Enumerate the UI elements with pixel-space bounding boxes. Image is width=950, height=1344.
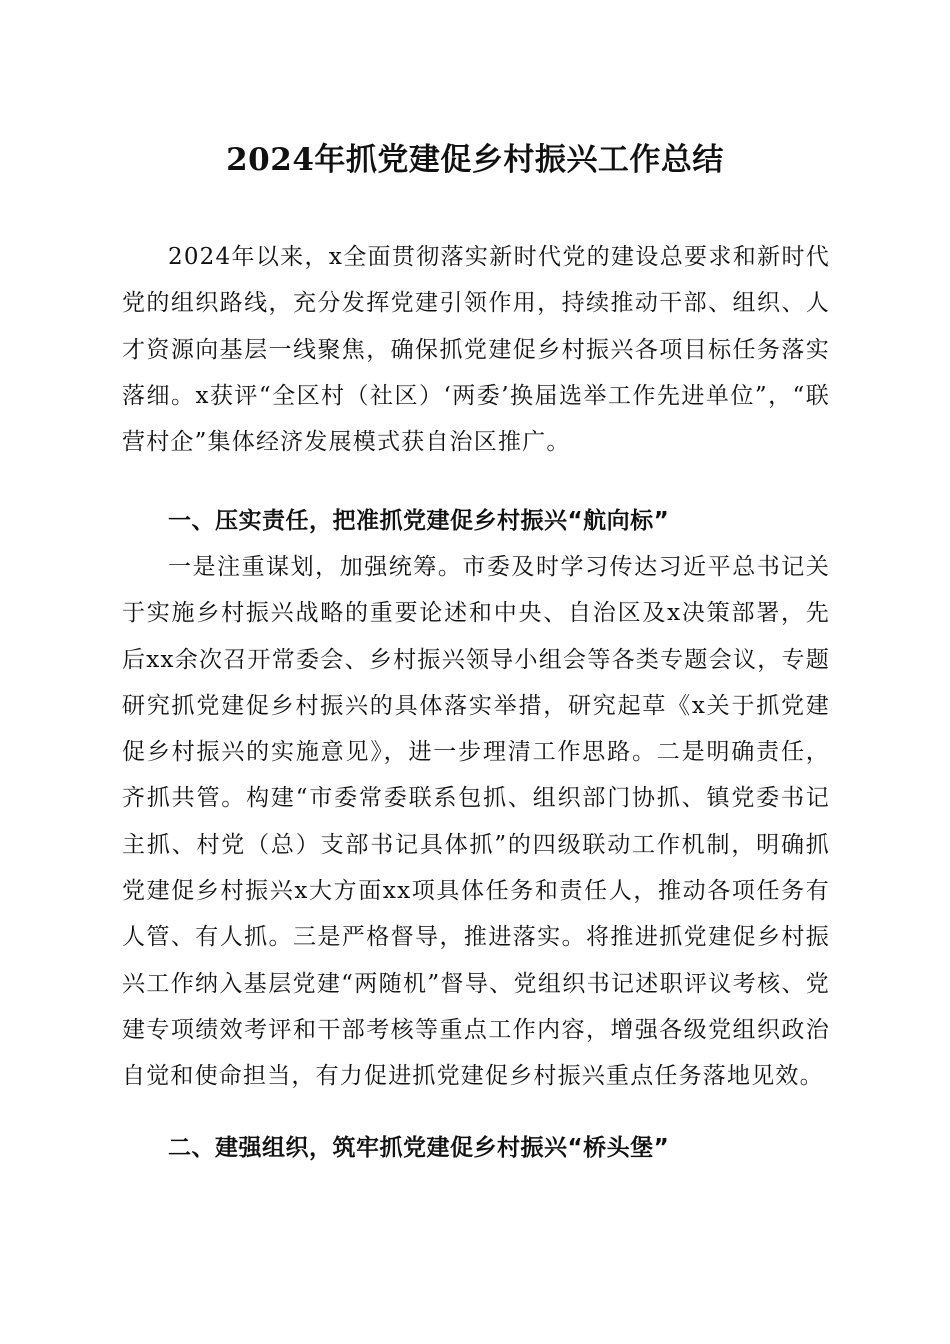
section-1-heading: 一、压实责任，把准抓党建促乡村振兴“航向标”	[168, 508, 670, 534]
section-2-heading: 二、建强组织，筑牢抓党建促乡村振兴“桥头堡”	[168, 1135, 670, 1161]
document-title: 2024年抓党建促乡村振兴工作总结	[226, 142, 724, 178]
section-1-paragraph: 一是注重谋划，加强统筹。市委及时学习传达习近平总书记关于实施乡村振兴战略的重要论述和中央、自治区及x决策部署，先后xx余次召开常委会、乡村振兴领导小组会等各类专题会议，专题研究抓党建促乡村振兴的具体落实举措，研究起草《x关于抓党建促乡村振兴的实施意见》，进一步理清工作思路。二是明确责任，齐抓共管。构建“市委常委联系包抓、组织部门协抓、镇党委书记主抓、村党（总）支部书记具体抓”的四级联动工作机制，明确抓党建促乡村振兴x大方面xx项具体任务和责任人，推动各项任务有人管、有人抓。三是严格督导，推进落实。将推进抓党建促乡村振兴工作纳入基层党建“两随机”督导、党组织书记述职评议考核、党建专项绩效考评和干部考核等重点工作内容，增强各级党组织政治自觉和使命担当，有力促进抓党建促乡村振兴重点任务落地见效。	[122, 554, 830, 1090]
intro-paragraph: 2024年以来，x全面贯彻落实新时代党的建设总要求和新时代党的组织路线，充分发挥党建引领作用，持续推动干部、组织、人才资源向基层一线聚焦，确保抓党建促乡村振兴各项目标任务落实落细。x获评“全区村（社区）‘两委’换届选举工作先进单位”，“联营村企”集体经济发展模式获自治区推广。	[122, 244, 830, 456]
